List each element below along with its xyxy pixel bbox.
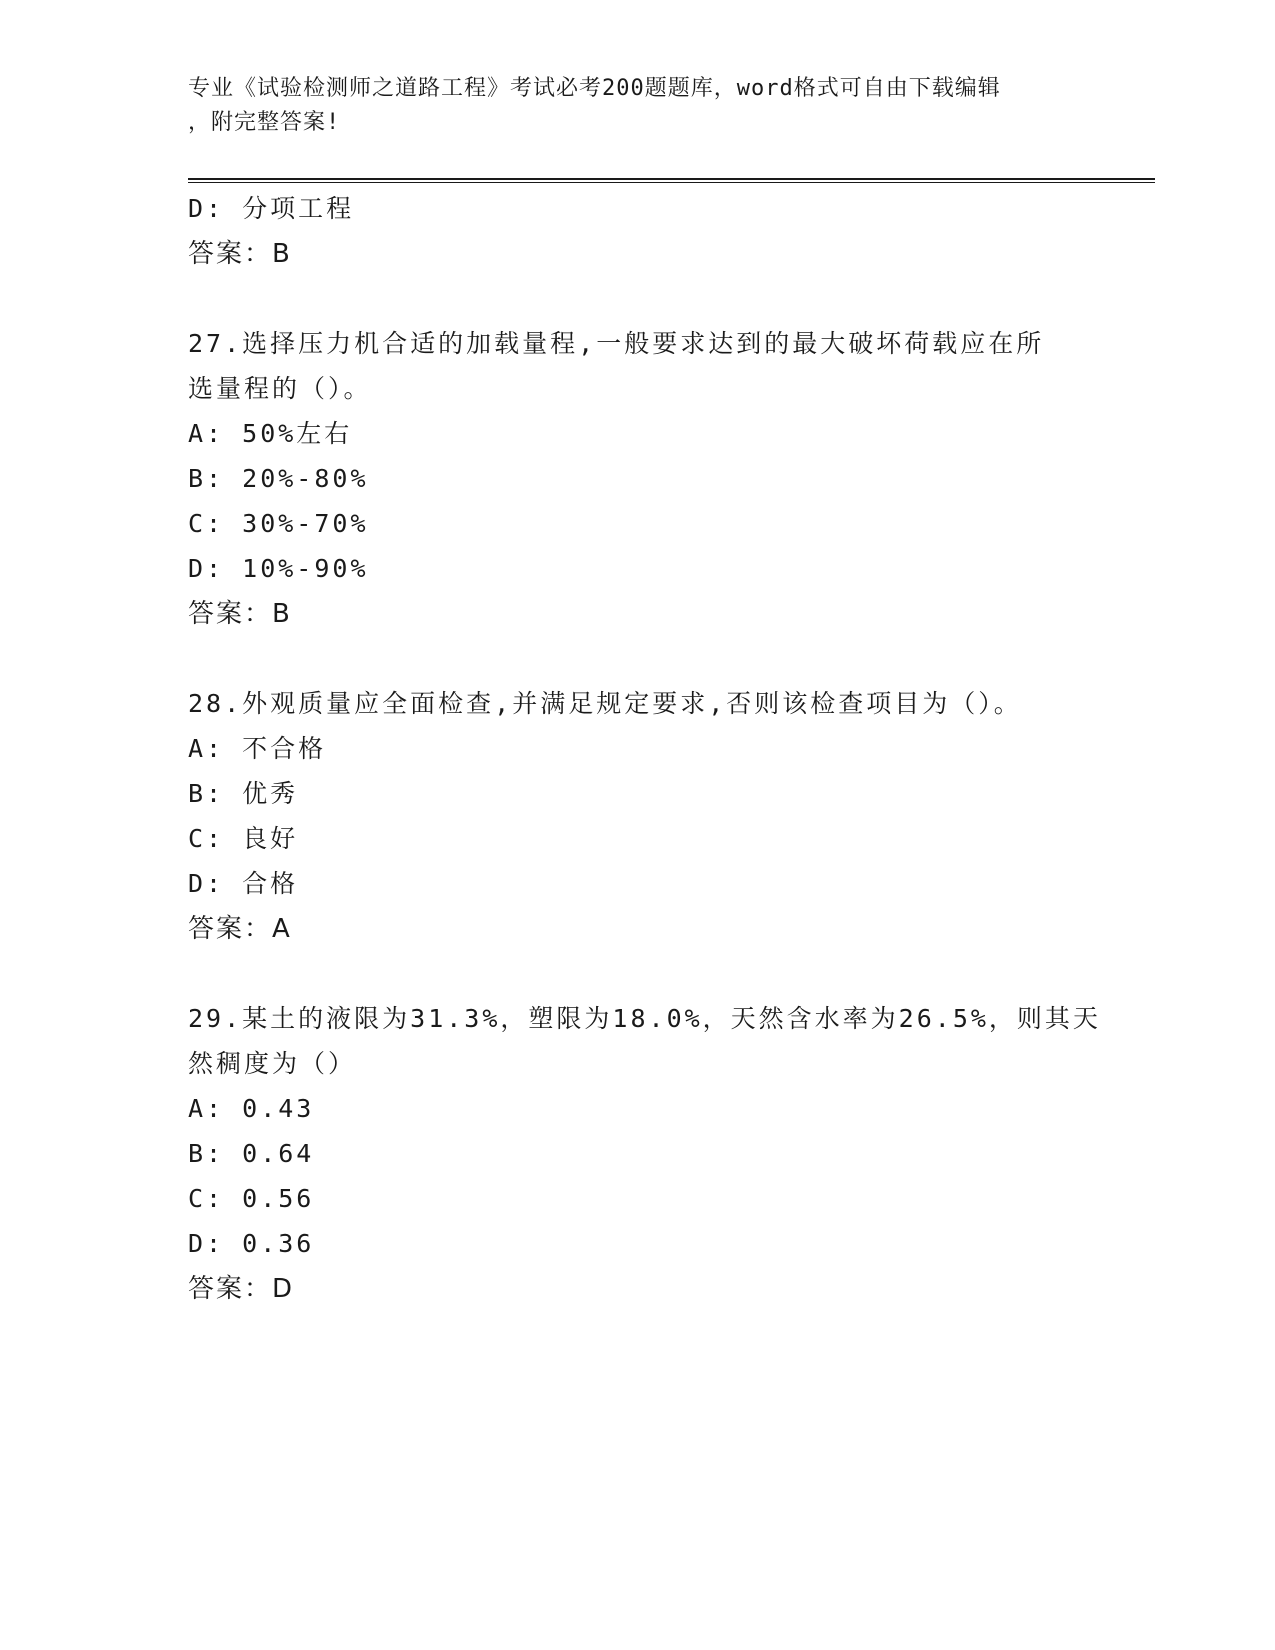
- q29-stem-line-1: 29.某土的液限为31.3%，塑限为18.0%，天然含水率为26.5%，则其天: [188, 1004, 1101, 1033]
- header-divider: [188, 178, 1155, 183]
- q28-stem-line-1: 28.外观质量应全面检查,并满足规定要求,否则该检查项目为（）。: [188, 689, 1022, 718]
- q27-stem-line-1: 27.选择压力机合适的加载量程,一般要求达到的最大破坏荷载应在所: [188, 329, 1045, 358]
- prev-option-d: D: 分项工程: [188, 194, 355, 223]
- q28-option-c: C: 良好: [188, 824, 299, 853]
- q29-option-d: D: 0.36: [188, 1229, 315, 1258]
- q27-answer: 答案：B: [188, 599, 292, 629]
- q29-answer: 答案：D: [188, 1274, 295, 1304]
- prev-answer: 答案：B: [188, 239, 292, 269]
- q29-option-c: C: 0.56: [188, 1184, 315, 1213]
- header-title-line-1: 专业《试验检测师之道路工程》考试必考200题题库，word格式可自由下载编辑: [188, 76, 1001, 101]
- q27-option-b: B: 20%-80%: [188, 464, 369, 493]
- q29-option-a: A: 0.43: [188, 1094, 315, 1123]
- header-title-line-2: ，附完整答案!: [188, 110, 341, 135]
- q27-stem-line-2: 选量程的（）。: [188, 374, 372, 403]
- q28-option-d: D: 合格: [188, 869, 299, 898]
- q29-stem-line-2: 然稠度为（）: [188, 1049, 357, 1078]
- q27-option-a: A: 50%左右: [188, 419, 353, 448]
- q28-option-a: A: 不合格: [188, 734, 327, 763]
- q28-option-b: B: 优秀: [188, 779, 299, 808]
- q27-option-d: D: 10%-90%: [188, 554, 369, 583]
- q27-option-c: C: 30%-70%: [188, 509, 369, 538]
- q28-answer: 答案：A: [188, 914, 292, 944]
- q29-option-b: B: 0.64: [188, 1139, 315, 1168]
- document-header: [188, 72, 1068, 140]
